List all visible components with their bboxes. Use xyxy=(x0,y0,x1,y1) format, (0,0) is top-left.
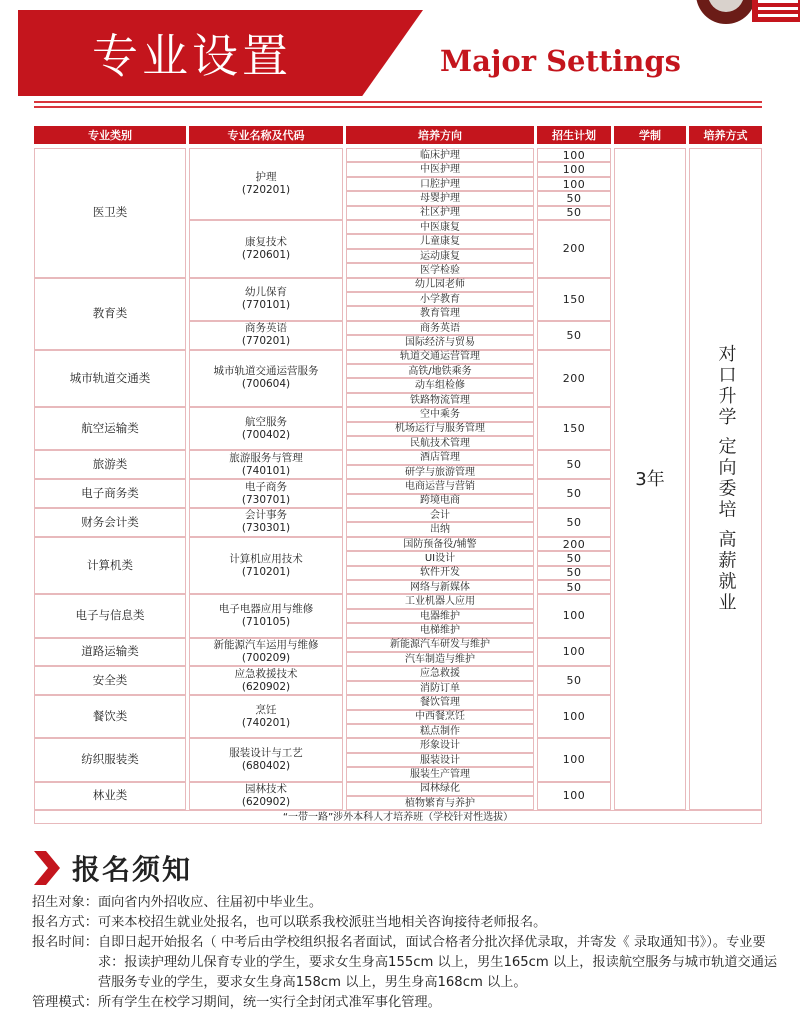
major-cell: 计算机应用技术 (710201) xyxy=(189,537,343,595)
major-cell: 会计事务 (730301) xyxy=(189,508,343,537)
header-category: 专业类别 xyxy=(34,126,186,144)
direction-cell: 糕点制作 xyxy=(346,724,534,738)
page-title-en: Major Settings xyxy=(440,44,681,78)
direction-cell: 儿童康复 xyxy=(346,234,534,248)
direction-cell: 小学教育 xyxy=(346,292,534,306)
major-cell: 电子电器应用与维修 (710105) xyxy=(189,594,343,637)
direction-cell: 电商运营与营销 xyxy=(346,479,534,493)
direction-cell: 教育管理 xyxy=(346,306,534,320)
direction-cell: 服装生产管理 xyxy=(346,767,534,781)
notice-item: 招生对象： 面向省内外招收应、往届初中毕业生。 xyxy=(32,895,323,910)
page-title: 专业设置 xyxy=(92,29,292,83)
chevron-right-icon xyxy=(34,851,60,885)
category-cell: 林业类 xyxy=(34,782,186,811)
plan-cell: 100 xyxy=(537,177,611,191)
direction-cell: 社区护理 xyxy=(346,206,534,220)
major-cell: 康复技术 (720601) xyxy=(189,220,343,278)
major-cell: 服装设计与工艺 (680402) xyxy=(189,738,343,781)
category-cell: 医卫类 xyxy=(34,148,186,278)
direction-cell: 电梯维护 xyxy=(346,623,534,637)
category-cell: 纺织服装类 xyxy=(34,738,186,781)
direction-cell: 服装设计 xyxy=(346,753,534,767)
category-cell: 航空运输类 xyxy=(34,407,186,450)
header-major: 专业名称及代码 xyxy=(189,126,343,144)
direction-cell: 医学检验 xyxy=(346,263,534,277)
direction-cell: 铁路物流管理 xyxy=(346,393,534,407)
category-cell: 计算机类 xyxy=(34,537,186,595)
notice-item: 报名时间： 自即日起开始报名（ 中考后由学校组织报名者面试，面试合格者分批次择优录取，并寄发《 录取通知书》）。专业要求：报读护理幼儿保育专业的学生，要求女生身高155cm 以上，男生165cm 以上，报读航空服务与城市轨道交通运营服务专业的学生，要求女生身高158cm 以上，男生身高168cm 以上。 xyxy=(32,935,778,990)
header-divider xyxy=(34,101,762,111)
major-cell: 航空服务 (700402) xyxy=(189,407,343,450)
direction-cell: 形象设计 xyxy=(346,738,534,752)
plan-cell: 200 xyxy=(537,537,611,551)
direction-cell: 工业机器人应用 xyxy=(346,594,534,608)
major-cell: 城市轨道交通运营服务 (700604) xyxy=(189,350,343,408)
major-cell: 旅游服务与管理 (740101) xyxy=(189,450,343,479)
direction-cell: 中医护理 xyxy=(346,162,534,176)
direction-cell: 植物繁育与养护 xyxy=(346,796,534,810)
direction-cell: 出纳 xyxy=(346,522,534,536)
category-cell: 电子与信息类 xyxy=(34,594,186,637)
plan-cell: 50 xyxy=(537,321,611,350)
plan-cell: 100 xyxy=(537,594,611,637)
plan-cell: 100 xyxy=(537,695,611,738)
direction-cell: 商务英语 xyxy=(346,321,534,335)
school-logo-icon xyxy=(690,0,800,30)
plan-cell: 50 xyxy=(537,450,611,479)
category-cell: 餐饮类 xyxy=(34,695,186,738)
notice-title: 报名须知 xyxy=(72,853,193,886)
plan-cell: 50 xyxy=(537,191,611,205)
category-cell: 旅游类 xyxy=(34,450,186,479)
direction-cell: UI设计 xyxy=(346,551,534,565)
plan-cell: 50 xyxy=(537,551,611,565)
direction-cell: 母婴护理 xyxy=(346,191,534,205)
header-plan: 招生计划 xyxy=(537,126,611,144)
plan-cell: 50 xyxy=(537,206,611,220)
header-direction: 培养方向 xyxy=(346,126,534,144)
direction-cell: 高铁/地铁乘务 xyxy=(346,364,534,378)
direction-cell: 汽车制造与维护 xyxy=(346,652,534,666)
direction-cell: 民航技术管理 xyxy=(346,436,534,450)
notice-heading xyxy=(34,848,192,888)
plan-cell: 100 xyxy=(537,638,611,667)
plan-cell: 50 xyxy=(537,580,611,594)
direction-cell: 会计 xyxy=(346,508,534,522)
major-cell: 电子商务 (730701) xyxy=(189,479,343,508)
mode-cell: 对口升学 定向委培 高薪就业 xyxy=(689,148,762,810)
direction-cell: 国防预备役/辅警 xyxy=(346,537,534,551)
plan-cell: 50 xyxy=(537,666,611,695)
direction-cell: 新能源汽车研发与维护 xyxy=(346,638,534,652)
direction-cell: 幼儿园老师 xyxy=(346,278,534,292)
plan-cell: 150 xyxy=(537,407,611,450)
plan-cell: 100 xyxy=(537,148,611,162)
direction-cell: 酒店管理 xyxy=(346,450,534,464)
major-cell: 新能源汽车运用与维修 (700209) xyxy=(189,638,343,667)
category-cell: 城市轨道交通类 xyxy=(34,350,186,408)
plan-cell: 50 xyxy=(537,479,611,508)
plan-cell: 100 xyxy=(537,162,611,176)
major-cell: 幼儿保育 (770101) xyxy=(189,278,343,321)
major-cell: 烹饪 (740201) xyxy=(189,695,343,738)
direction-cell: 动车组检修 xyxy=(346,378,534,392)
plan-cell: 100 xyxy=(537,738,611,781)
direction-cell: 餐饮管理 xyxy=(346,695,534,709)
direction-cell: 空中乘务 xyxy=(346,407,534,421)
direction-cell: 口腔护理 xyxy=(346,177,534,191)
category-cell: 财务会计类 xyxy=(34,508,186,537)
direction-cell: 中西餐烹饪 xyxy=(346,710,534,724)
direction-cell: 网络与新媒体 xyxy=(346,580,534,594)
direction-cell: 国际经济与贸易 xyxy=(346,335,534,349)
direction-cell: 消防订单 xyxy=(346,681,534,695)
header-mode: 培养方式 xyxy=(689,126,762,144)
category-cell: 电子商务类 xyxy=(34,479,186,508)
header-duration: 学制 xyxy=(614,126,686,144)
plan-cell: 200 xyxy=(537,220,611,278)
category-cell: 道路运输类 xyxy=(34,638,186,667)
duration-cell: 3年 xyxy=(614,148,686,810)
direction-cell: 应急救援 xyxy=(346,666,534,680)
direction-cell: 机场运行与服务管理 xyxy=(346,422,534,436)
notice-body xyxy=(32,893,780,1013)
plan-cell: 200 xyxy=(537,350,611,408)
direction-cell: 临床护理 xyxy=(346,148,534,162)
major-cell: 护理 (720201) xyxy=(189,148,343,220)
direction-cell: 研学与旅游管理 xyxy=(346,465,534,479)
direction-cell: 轨道交通运营管理 xyxy=(346,350,534,364)
category-cell: 教育类 xyxy=(34,278,186,350)
category-cell: 安全类 xyxy=(34,666,186,695)
plan-cell: 50 xyxy=(537,566,611,580)
table-footnote: “一带一路”涉外本科人才培养班（学校针对性选拔） xyxy=(34,810,762,824)
plan-cell: 50 xyxy=(537,508,611,537)
plan-cell: 150 xyxy=(537,278,611,321)
direction-cell: 软件开发 xyxy=(346,566,534,580)
direction-cell: 电器维护 xyxy=(346,609,534,623)
direction-cell: 跨境电商 xyxy=(346,494,534,508)
notice-item: 报名方式： 可来本校招生就业处报名，也可以联系我校派驻当地相关咨询接待老师报名。 xyxy=(32,915,547,930)
notice-item: 管理模式： 所有学生在校学习期间，统一实行全封闭式准军事化管理。 xyxy=(32,995,441,1010)
major-cell: 园林技术 (620902) xyxy=(189,782,343,811)
major-cell: 商务英语 (770201) xyxy=(189,321,343,350)
direction-cell: 园林绿化 xyxy=(346,782,534,796)
direction-cell: 运动康复 xyxy=(346,249,534,263)
major-cell: 应急救援技术 (620902) xyxy=(189,666,343,695)
plan-cell: 100 xyxy=(537,782,611,811)
direction-cell: 中医康复 xyxy=(346,220,534,234)
